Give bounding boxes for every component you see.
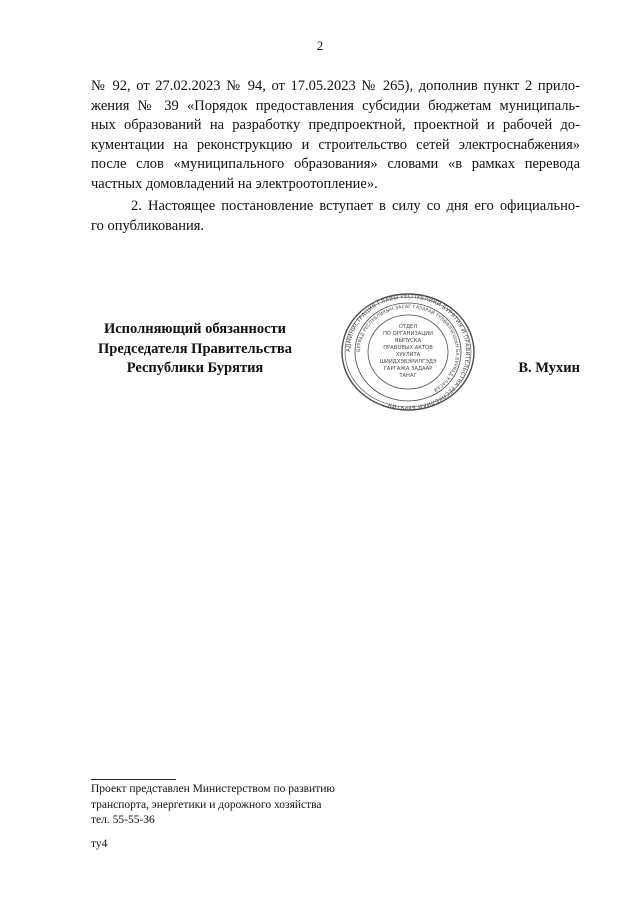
seal-center-line: ПО ОРГАНИЗАЦИИ [382, 331, 434, 337]
paragraph-1 [91, 77, 580, 194]
paragraph-2 [91, 197, 580, 236]
seal-center-line: ХУУЛИТА [395, 352, 421, 358]
paragraph-1-line: № 92, от 27.02.2023 № 94, от 17.05.2023 № 265), дополнив пункт 2 прило- [91, 78, 580, 94]
seal-center-line: ШИИДХЭБЭРИЛГЭДЭ [379, 359, 437, 365]
signatory-position-line: Республики Бурятия [126, 360, 264, 376]
seal-inner-ring-text: БУРЯАД РЕСПУБЛИКЫН ЗАСАГ ГАЗАРАЙ ТҮЛӨӨЛЭГШЫН БА БУРЯАД УЛАСАЙ [356, 304, 460, 393]
seal-center-line: ТАНАГ [399, 373, 417, 379]
paragraph-1-line: кументации на реконструкцию и строительство сетей электроснабжения» [91, 136, 580, 153]
paragraph-1-line: после слов «муниципального образования» словами «в рамках перевода [91, 156, 580, 172]
executor-code: ту4 [91, 838, 108, 850]
paragraph-1-line: частных домовладений на электроотопление». [91, 175, 378, 192]
seal-outer-text: АДМИНИСТРАЦИЯ ГЛАВЫ РЕСПУБЛИКИ БУРЯТИЯ И ПРАВИТЕЛЬСТВА РЕСПУБЛИКИ БУРЯТИЯ [345, 293, 471, 411]
paragraph-1-line: жения № 39 «Порядок предоставления субсидии бюджетам муниципаль- [91, 97, 580, 114]
footnote [91, 782, 471, 829]
footnote-divider [91, 779, 176, 780]
paragraph-1-line: ных образований на разработку предпроектной, проектной и рабочей до- [91, 117, 580, 133]
seal-center-line: ВЫПУСКА [394, 338, 422, 344]
signatory-position-line: Председателя Правительства [98, 340, 292, 357]
official-seal [340, 292, 476, 412]
footnote-line: Проект представлен Министерством по развитию [91, 783, 335, 795]
seal-center-line: ПРАВОВЫХ АКТОВ [383, 345, 433, 351]
seal-center-line: ОТДЕЛ [398, 324, 418, 330]
paragraph-2-line: 2. Настоящее постановление вступает в силу со дня его официально- [131, 198, 580, 214]
signatory-name: В. Мухин [518, 360, 580, 376]
seal-center-line: ГАРГАЖА ЗАДААР [383, 366, 433, 372]
footnote-line: транспорта, энергетики и дорожного хозяйства [91, 798, 322, 811]
signatory-position [75, 320, 315, 379]
footnote-phone: тел. 55-55-36 [91, 814, 155, 826]
paragraph-2-line: го опубликования. [91, 217, 205, 234]
signatory-position-line: Исполняющий обязанности [103, 321, 287, 337]
page-number: 2 [316, 38, 324, 53]
